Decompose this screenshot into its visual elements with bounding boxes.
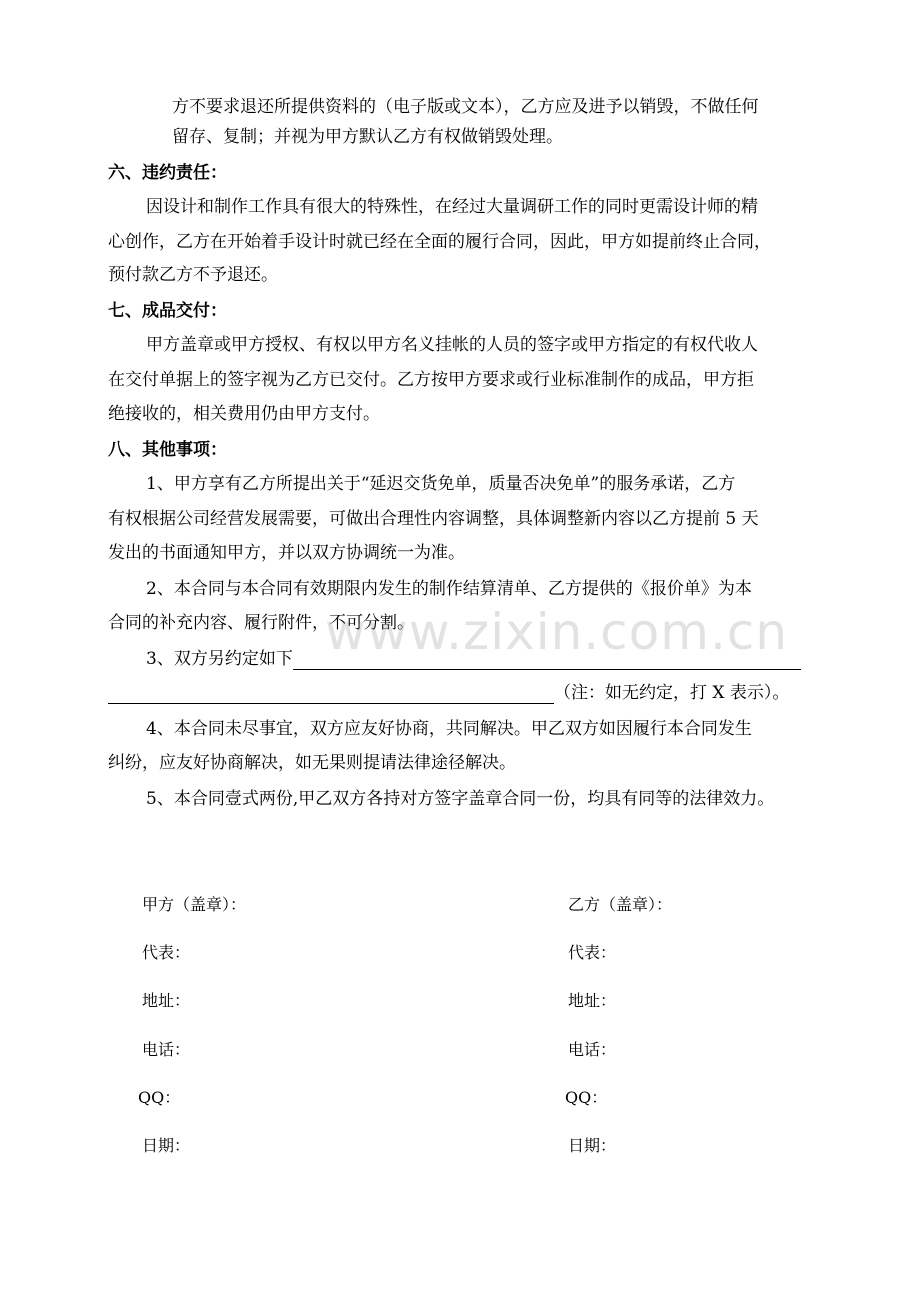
section8-item1-line-2: 有权根据公司经营发展需要，可做出合理性内容调整，具体调整新内容以乙方提前 5 天: [108, 509, 759, 529]
party-b-date: 日期：: [568, 1136, 617, 1155]
section7-line-1: 甲方盖章或甲方授权、有权以甲方名义挂帐的人员的签字或甲方指定的有权代收人: [146, 335, 758, 355]
section7-line-3: 绝接收的，相关费用仍由甲方支付。: [108, 404, 380, 424]
section5-line-2: 留存、复制；并视为甲方默认乙方有权做销毁处理。: [172, 127, 563, 147]
party-a-address: 地址：: [142, 991, 191, 1010]
party-b-rep: 代表：: [568, 943, 617, 962]
section6-heading: 六、违约责任：: [108, 163, 227, 183]
section8-item5-line-1: 5、本合同壹式两份,甲乙双方各持对方签字盖章合同一份，均具有同等的法律效力。: [146, 789, 775, 809]
party-b-qq: QQ：: [565, 1088, 608, 1107]
section8-item1-line-3: 发出的书面通知甲方，并以双方协调统一为准。: [108, 543, 465, 563]
section8-item1-line-1: 1、甲方享有乙方所提出关于“延迟交货免单，质量否决免单”的服务承诺，乙方: [146, 474, 736, 494]
party-a-title: 甲方（盖章）：: [142, 895, 247, 914]
item3-label: 3、双方另约定如下: [146, 649, 293, 669]
party-a-rep: 代表：: [142, 943, 191, 962]
party-b-phone: 电话：: [568, 1040, 617, 1059]
party-b-address: 地址：: [568, 991, 617, 1010]
agreement-blank-line-1[interactable]: [293, 651, 801, 670]
section8-item3-line-2: [108, 682, 789, 704]
section7-line-2: 在交付单据上的签字视为乙方已交付。乙方按甲方要求或行业标准制作的成品，甲方拒: [108, 370, 754, 390]
section8-item2-line-2: 合同的补充内容、履行附件，不可分割。: [108, 613, 414, 633]
watermark: www.zixin.com.cn: [325, 603, 789, 661]
party-b-title: 乙方（盖章）：: [568, 895, 673, 914]
agreement-blank-line-2[interactable]: [108, 685, 554, 704]
section8-item2-line-1: 2、本合同与本合同有效期限内发生的制作结算清单、乙方提供的《报价单》为本: [146, 579, 752, 599]
party-a-qq: QQ：: [138, 1088, 181, 1107]
party-a-date: 日期：: [142, 1136, 191, 1155]
section5-line-1: 方不要求退还所提供资料的（电子版或文本），乙方应及进予以销毁，不做任何: [172, 97, 759, 117]
item3-note: （注：如无约定，打 X 表示）。: [554, 683, 790, 703]
section6-line-2: 心创作，乙方在开始着手设计时就已经在全面的履行合同，因此，甲方如提前终止合同，: [108, 232, 771, 252]
section7-heading: 七、成品交付：: [108, 301, 227, 321]
section8-item4-line-1: 4、本合同未尽事宜，双方应友好协商，共同解决。甲乙双方如因履行本合同发生: [146, 719, 752, 739]
section6-line-3: 预付款乙方不予退还。: [108, 265, 278, 285]
section8-item4-line-2: 纠纷，应友好协商解决，如无果则提请法律途径解决。: [108, 753, 516, 773]
section6-line-1: 因设计和制作工作具有很大的特殊性，在经过大量调研工作的同时更需设计师的精: [146, 197, 758, 217]
section8-heading: 八、其他事项：: [108, 440, 227, 460]
party-a-phone: 电话：: [142, 1040, 191, 1059]
section8-item3-line-1: [146, 648, 801, 670]
